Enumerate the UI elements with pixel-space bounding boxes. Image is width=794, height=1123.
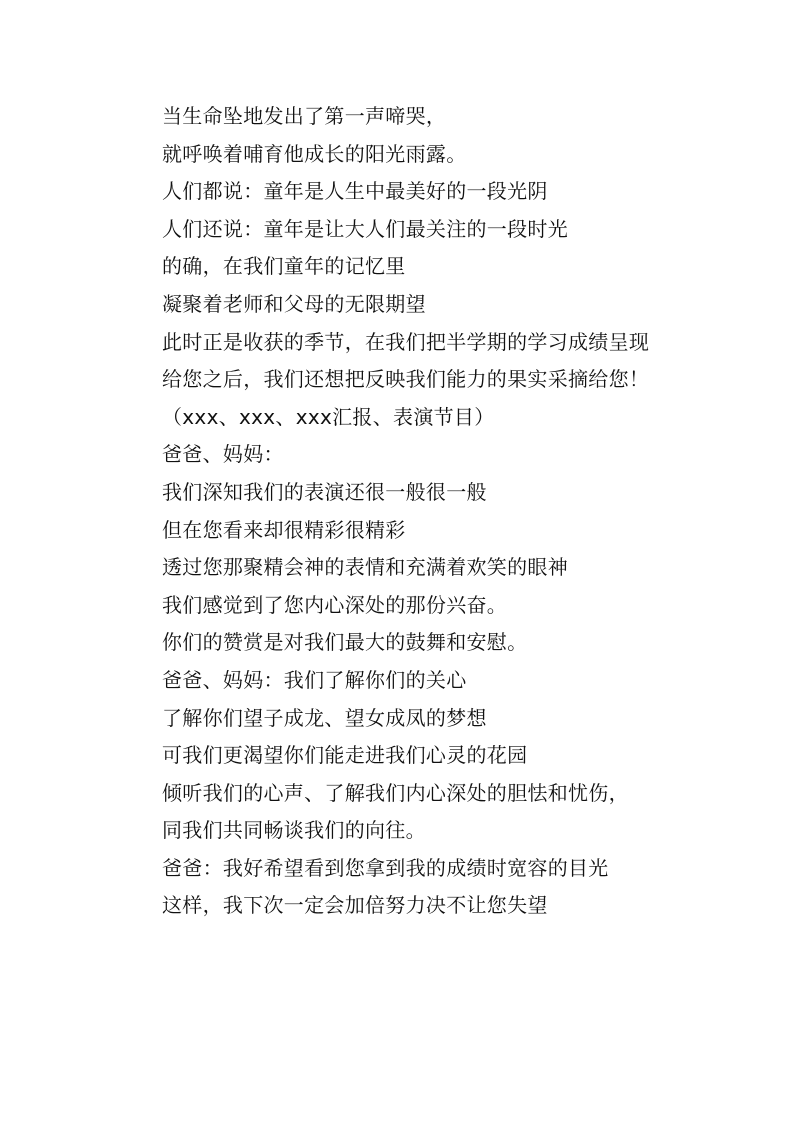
text-line: 凝聚着老师和父母的无限期望	[162, 291, 426, 316]
text-line: 了解你们望子成龙、望女成凤的梦想	[162, 705, 487, 730]
text-line: 倾听我们的心声、了解我们内心深处的胆怯和忧伤，	[162, 780, 629, 805]
text-line: 这样，我下次一定会加倍努力决不让您失望	[162, 893, 548, 918]
text-line: 就呼唤着哺育他成长的阳光雨露。	[162, 141, 467, 166]
text-line: 的确，在我们童年的记忆里	[162, 254, 406, 279]
text-line: 我们感觉到了您内心深处的那份兴奋。	[162, 592, 508, 617]
text-line: 爸爸、妈妈：	[162, 442, 284, 467]
text-line: 但在您看来却很精彩很精彩	[162, 517, 406, 542]
text-line: 你们的赞赏是对我们最大的鼓舞和安慰。	[162, 630, 528, 655]
text-line: 当生命坠地发出了第一声啼哭，	[162, 104, 447, 128]
document-body	[162, 98, 762, 925]
text-line: 同我们共同畅谈我们的向往。	[162, 818, 426, 843]
text-line: 人们都说：童年是人生中最美好的一段光阴	[162, 179, 548, 204]
text-line: （xxx、xxx、xxx汇报、表演节目）	[162, 404, 495, 429]
text-line: 人们还说：童年是让大人们最关注的一段时光	[162, 216, 568, 241]
text-line: 给您之后，我们还想把反映我们能力的果实采摘给您！	[162, 367, 650, 392]
text-line: 此时正是收获的季节，在我们把半学期的学习成绩呈现	[162, 329, 650, 354]
text-line: 可我们更渴望你们能走进我们心灵的花园	[162, 743, 528, 768]
text-line: 透过您那聚精会神的表情和充满着欢笑的眼神	[162, 555, 568, 580]
text-line: 爸爸、妈妈：我们了解你们的关心	[162, 667, 467, 692]
text-line: 爸爸：我好希望看到您拿到我的成绩时宽容的目光	[162, 855, 609, 880]
text-line: 我们深知我们的表演还很一般很一般	[162, 479, 487, 504]
